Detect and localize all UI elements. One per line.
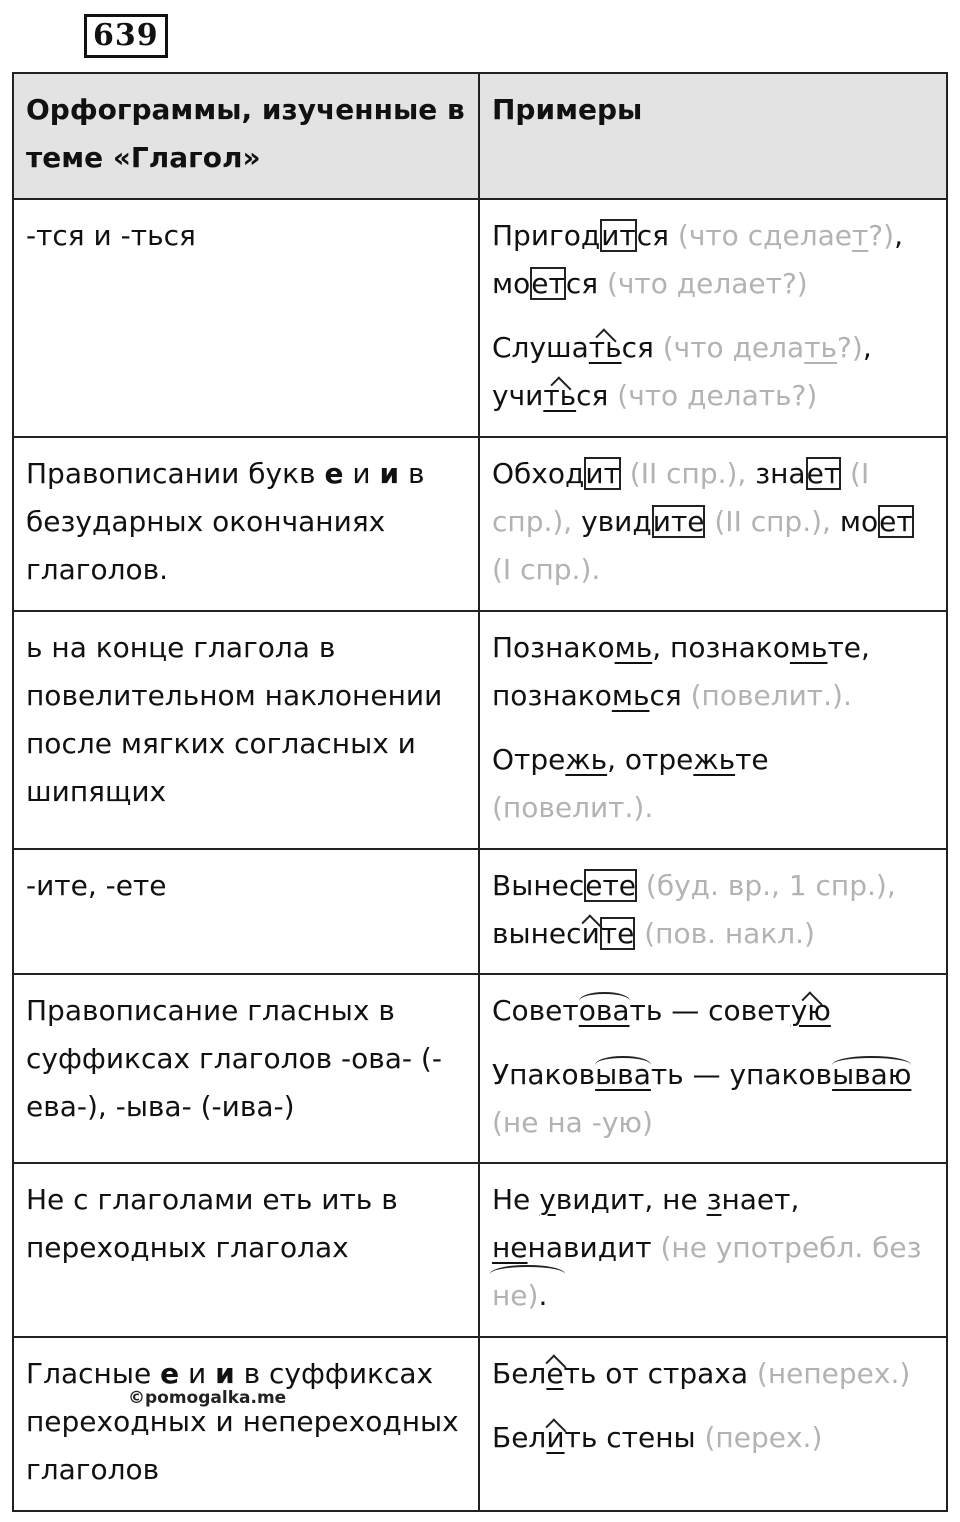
rule-text: и [343, 457, 380, 490]
note: (что делать?) [653, 331, 863, 364]
word-part: мо [492, 267, 531, 300]
spelling-table [12, 72, 948, 1512]
example-line: Советовать — советую [492, 994, 831, 1027]
prefix-mark: у [539, 1183, 556, 1216]
soft-sign-mark: жь [565, 743, 608, 776]
rule-text: Правописании букв [26, 457, 325, 490]
rule-letter: е [160, 1357, 180, 1390]
root-arc: нена [492, 1231, 564, 1264]
prefix-mark: з [706, 1183, 722, 1216]
rule-text: Гласные [26, 1357, 161, 1390]
example-cell [479, 199, 947, 437]
example-line [492, 324, 934, 372]
exercise-number: 639 [84, 14, 168, 58]
word-part: ся [636, 219, 669, 252]
suffix-mark: ть [588, 331, 622, 364]
example-line: Вынесете (буд. вр., 1 спр.), [492, 869, 896, 902]
rule-text: в безударных окончаниях глаголов. [26, 457, 425, 586]
ending-box: ите [652, 505, 705, 538]
punct: , [862, 331, 872, 364]
note: (II спр.), [620, 457, 756, 490]
suffix-mark: ываю [832, 1058, 912, 1091]
note: (I спр.), [492, 457, 870, 538]
word-part: Слуша [492, 331, 589, 364]
table-row [13, 1163, 947, 1337]
ending-box: те [600, 917, 635, 950]
rule-text: и [179, 1357, 216, 1390]
ending-box: ет [806, 457, 841, 490]
suffix-mark: и [546, 1421, 565, 1454]
table-row [13, 437, 947, 611]
suffix-mark: и [581, 917, 600, 950]
example-line [492, 212, 934, 260]
rule-letter: и [215, 1357, 235, 1390]
table-row [13, 974, 947, 1163]
word-part: ся [565, 267, 599, 300]
ending-box: ет [879, 505, 913, 538]
example-cell [479, 611, 947, 849]
word-part: мо [839, 505, 879, 538]
rule-cell [13, 437, 479, 611]
rule-text: ь на конце глагола в повелительном наклонении после мягких согласных и шипящих [26, 631, 443, 808]
note: (II спр.), [705, 505, 840, 538]
rule-letter: и [379, 457, 400, 490]
word-part: ся [576, 379, 609, 412]
suffix-mark: ова [578, 994, 630, 1027]
suffix-mark: ыва [595, 1058, 651, 1091]
rule-text: -ите, -ете [26, 869, 167, 902]
table-row [13, 1337, 947, 1511]
table-row [13, 611, 947, 849]
table-row [13, 849, 947, 974]
ending-box: ит [601, 219, 636, 252]
word-part: увид [581, 505, 652, 538]
rule-text: -тся и -ться [26, 219, 196, 252]
rule-text: Не с глаголами еть ить в переходных глаголах [26, 1183, 398, 1264]
word-part: зна [755, 457, 806, 490]
note: (I спр.). [492, 553, 601, 586]
soft-sign-mark: мь [614, 631, 653, 664]
example-line: вынесите (пов. накл.) [492, 917, 815, 950]
note: (что делать?) [608, 379, 818, 412]
example-cell [479, 974, 947, 1163]
header-examples: Примеры [479, 73, 947, 199]
example-line: ненавидит (не употребл. без не). [492, 1231, 922, 1312]
rule-cell [13, 849, 479, 974]
note: (буд. вр., 1 спр.), [637, 869, 896, 902]
example-line: Отрежь, отрежьте [492, 743, 769, 776]
table-row [13, 199, 947, 437]
rule-cell [13, 611, 479, 849]
header-rules: Орфограммы, изученные в теме «Глагол» [13, 73, 479, 199]
word-part: ся [621, 331, 654, 364]
note: (не на -ую) [492, 1106, 653, 1139]
word-part: учи [492, 379, 544, 412]
suffix-mark: ть [543, 379, 577, 412]
note: (перех.) [695, 1421, 823, 1454]
suffix-mark: ую [790, 994, 831, 1027]
example-line: познакомься (повелит.). [492, 679, 852, 712]
example-line [492, 372, 934, 420]
example-cell [479, 849, 947, 974]
example-cell [479, 437, 947, 611]
example-line: Белеть от страха (неперех.) [492, 1357, 911, 1390]
word-part: Обход [492, 457, 585, 490]
word-part: Пригод [492, 219, 601, 252]
example-line: Белить стены (перех.) [492, 1421, 823, 1454]
example-line [492, 260, 934, 308]
punct: , [894, 219, 903, 252]
note: (повелит.). [681, 679, 852, 712]
note: (неперех.) [748, 1357, 911, 1390]
rule-text: в суффиксах переходных и непереходных глаголов [26, 1357, 459, 1486]
soft-sign-mark: мь [611, 679, 650, 712]
note: (повелит.). [492, 791, 654, 824]
note: (что делает?) [598, 267, 808, 300]
suffix-mark: е [546, 1357, 564, 1390]
note: (пов. накл.) [635, 917, 815, 950]
rule-cell [13, 1163, 479, 1337]
example-line: Познакомь, познакомьте, [492, 631, 870, 664]
ending-box: ет [531, 267, 565, 300]
soft-sign-mark: мь [789, 631, 828, 664]
rule-text: Правописание гласных в суффиксах глаголов -ова- (-ева-), -ыва- (-ива-) [26, 994, 442, 1123]
table-header-row [13, 73, 947, 199]
rule-cell [13, 199, 479, 437]
rule-cell [13, 974, 479, 1163]
ending-box: ете [585, 869, 637, 902]
example-line: Упаковывать — упаковываю [492, 1058, 912, 1091]
soft-sign-mark: жь [693, 743, 736, 776]
rule-letter: е [324, 457, 344, 490]
example-cell [479, 1163, 947, 1337]
watermark: ©pomogalka.me [128, 1388, 287, 1408]
example-cell [479, 1337, 947, 1511]
rule-cell [13, 1337, 479, 1511]
example-line: Не увидит, не знает, [492, 1183, 800, 1216]
note: (что сделает?) [669, 219, 895, 252]
ending-box: ит [585, 457, 620, 490]
note: (не употребл. без не) [492, 1231, 922, 1312]
